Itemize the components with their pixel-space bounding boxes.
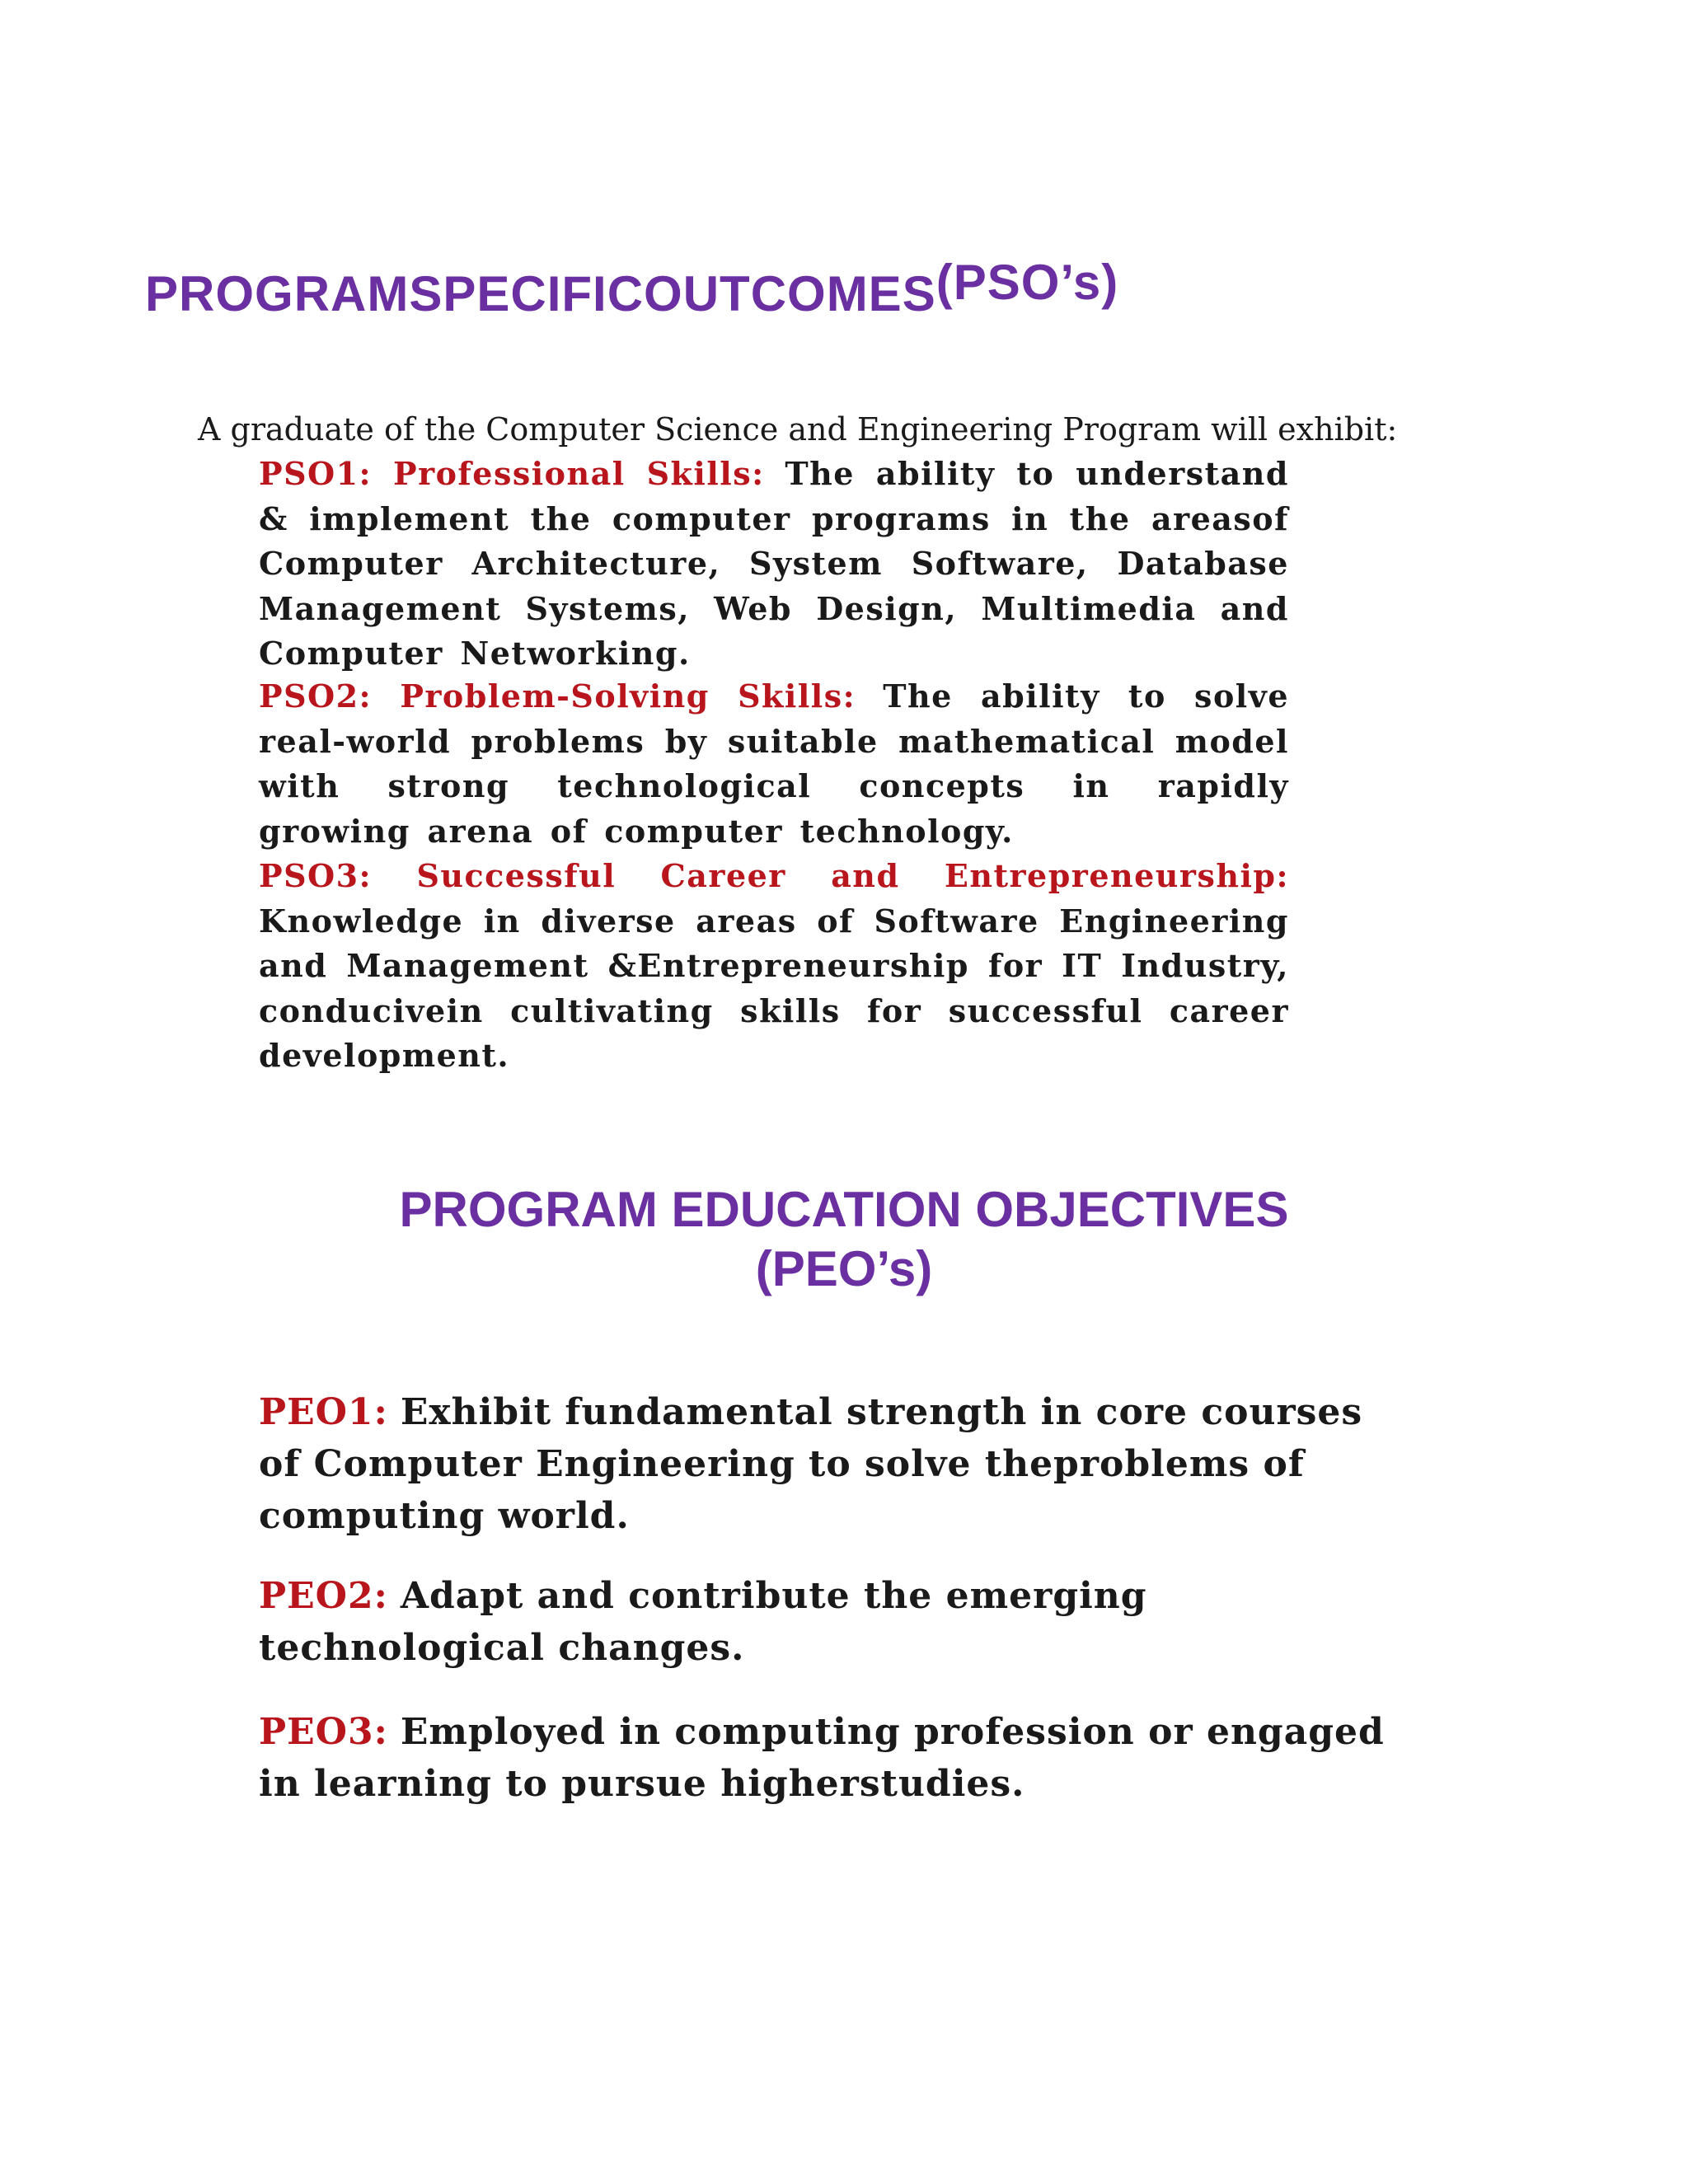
pso-heading-suffix: (PSO’s) <box>935 255 1119 310</box>
pso-item <box>259 674 1289 854</box>
pso-text: The ability to understand & implement the computer programs in the areasof Computer Architecture, System Software, Database Management Systems, Web Design, Multimedia and Computer Networking. <box>259 455 1290 672</box>
peo-text: Employed in computing profession or engaged in learning to pursue higherstudies. <box>259 1711 1385 1805</box>
peo-label: PEO1: <box>259 1391 388 1433</box>
peo-item <box>259 1386 1413 1542</box>
pso-label: PSO2: Problem-Solving Skills: <box>259 677 856 715</box>
peo-item <box>259 1706 1413 1810</box>
pso-label: PSO1: Professional Skills: <box>259 455 765 492</box>
pso-label: PSO3: Successful Career and Entrepreneurship: <box>259 857 1289 894</box>
peo-heading-line2: (PEO’s) <box>755 1241 933 1296</box>
pso-item <box>259 452 1289 677</box>
peo-item <box>259 1570 1413 1674</box>
peo-text: Exhibit fundamental strength in core courses of Computer Engineering to solve theproblems of computing world. <box>259 1391 1363 1537</box>
peo-label: PEO3: <box>259 1711 388 1753</box>
pso-heading <box>145 255 1119 322</box>
intro-text: A graduate of the Computer Science and Engineering Program will exhibit: <box>198 411 1398 448</box>
pso-text: Knowledge in diverse areas of Software Engineering and Management &Entrepreneurship for IT Industry, conducivein cultivating skills for successful career development. <box>259 902 1289 1074</box>
pso-item <box>259 854 1289 1079</box>
pso-text: The ability to solve real-world problems by suitable mathematical model with strong technological concepts in rapidly growing arena of computer technology. <box>259 677 1289 850</box>
peo-label: PEO2: <box>259 1575 388 1617</box>
peo-heading <box>0 1180 1688 1299</box>
peo-heading-line1: PROGRAM EDUCATION OBJECTIVES <box>399 1182 1289 1237</box>
peo-text: Adapt and contribute the emerging technological changes. <box>259 1575 1147 1669</box>
pso-heading-main: PROGRAMSPECIFICOUTCOMES <box>145 266 936 321</box>
